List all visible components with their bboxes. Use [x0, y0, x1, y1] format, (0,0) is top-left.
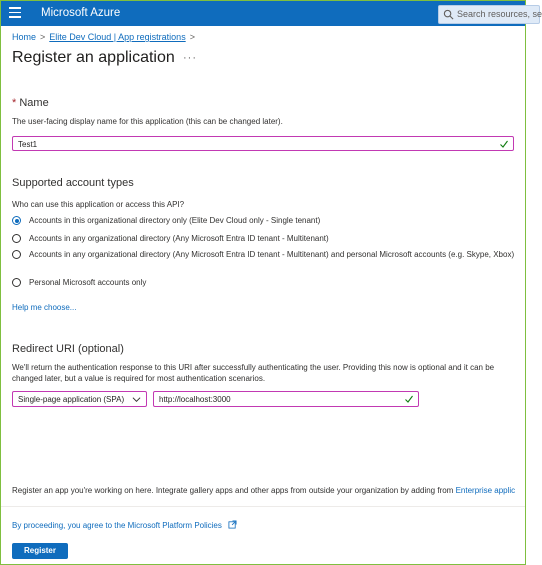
search-placeholder: Search resources, se: [457, 9, 542, 19]
account-option-label: Personal Microsoft accounts only: [29, 278, 147, 287]
account-option-label: Accounts in this organizational directory only (Elite Dev Cloud only - Single tenant): [29, 216, 321, 225]
breadcrumb-separator: >: [189, 32, 195, 42]
search-icon: [443, 9, 454, 20]
top-bar: [1, 1, 542, 26]
enterprise-applications-link[interactable]: Enterprise applic: [455, 486, 516, 495]
redirect-uri-field[interactable]: [153, 391, 419, 407]
account-types-question: Who can use this application or access this API?: [12, 200, 185, 209]
radio-button[interactable]: [12, 278, 21, 287]
name-label: [12, 97, 49, 109]
brand-title[interactable]: Microsoft Azure: [41, 7, 121, 19]
name-field-value: Test1: [18, 140, 38, 149]
register-button[interactable]: Register: [12, 543, 68, 559]
external-link-icon: [228, 520, 237, 529]
checkmark-icon: [499, 139, 509, 149]
platform-dropdown[interactable]: [12, 391, 147, 407]
account-option-label: Accounts in any organizational directory (Any Microsoft Entra ID tenant - Multitenant) and personal Microsoft accounts (e.g. Skype, Xbox): [29, 250, 515, 259]
platform-dropdown-value: Single-page application (SPA): [18, 395, 125, 404]
breadcrumb: [12, 32, 199, 42]
footer-info-text: Register an app you're working on here. Integrate gallery apps and other apps from outside your organization by adding from: [12, 486, 454, 495]
name-field[interactable]: [12, 136, 514, 151]
page-title: Register an application: [12, 49, 175, 66]
divider: [1, 506, 525, 507]
radio-button-selected[interactable]: [12, 216, 21, 225]
radio-button[interactable]: [12, 234, 21, 243]
redirect-uri-description: We'll return the authentication response to this URI after successfully authenticating the user. Providing this now is optional and it can be changed later, but a value is required for most authentication scenarios.: [12, 363, 495, 383]
redirect-uri-value: http://localhost:3000: [159, 395, 231, 404]
platform-policies-link[interactable]: [12, 520, 237, 530]
search-input[interactable]: [438, 5, 540, 24]
footer-info: [12, 485, 525, 496]
hamburger-icon[interactable]: [9, 7, 21, 20]
chevron-down-icon: [132, 395, 141, 404]
platform-policies-text: By proceeding, you agree to the Microsoft Platform Policies: [12, 521, 222, 530]
redirect-uri-heading: Redirect URI (optional): [12, 343, 124, 355]
help-me-choose-link[interactable]: Help me choose...: [12, 303, 77, 312]
breadcrumb-separator: >: [40, 32, 46, 42]
radio-button[interactable]: [12, 250, 21, 259]
ellipsis-icon[interactable]: ···: [183, 52, 197, 64]
account-option-label: Accounts in any organizational directory (Any Microsoft Entra ID tenant - Multitenant): [29, 234, 329, 243]
name-label-text: Name: [19, 97, 49, 109]
required-mark: *: [12, 97, 17, 109]
account-types-heading: Supported account types: [12, 177, 134, 189]
breadcrumb-app-registrations[interactable]: Elite Dev Cloud | App registrations: [49, 32, 186, 42]
name-description: The user-facing display name for this application (this can be changed later).: [12, 117, 283, 126]
breadcrumb-home[interactable]: Home: [12, 32, 37, 42]
checkmark-icon: [404, 394, 414, 404]
